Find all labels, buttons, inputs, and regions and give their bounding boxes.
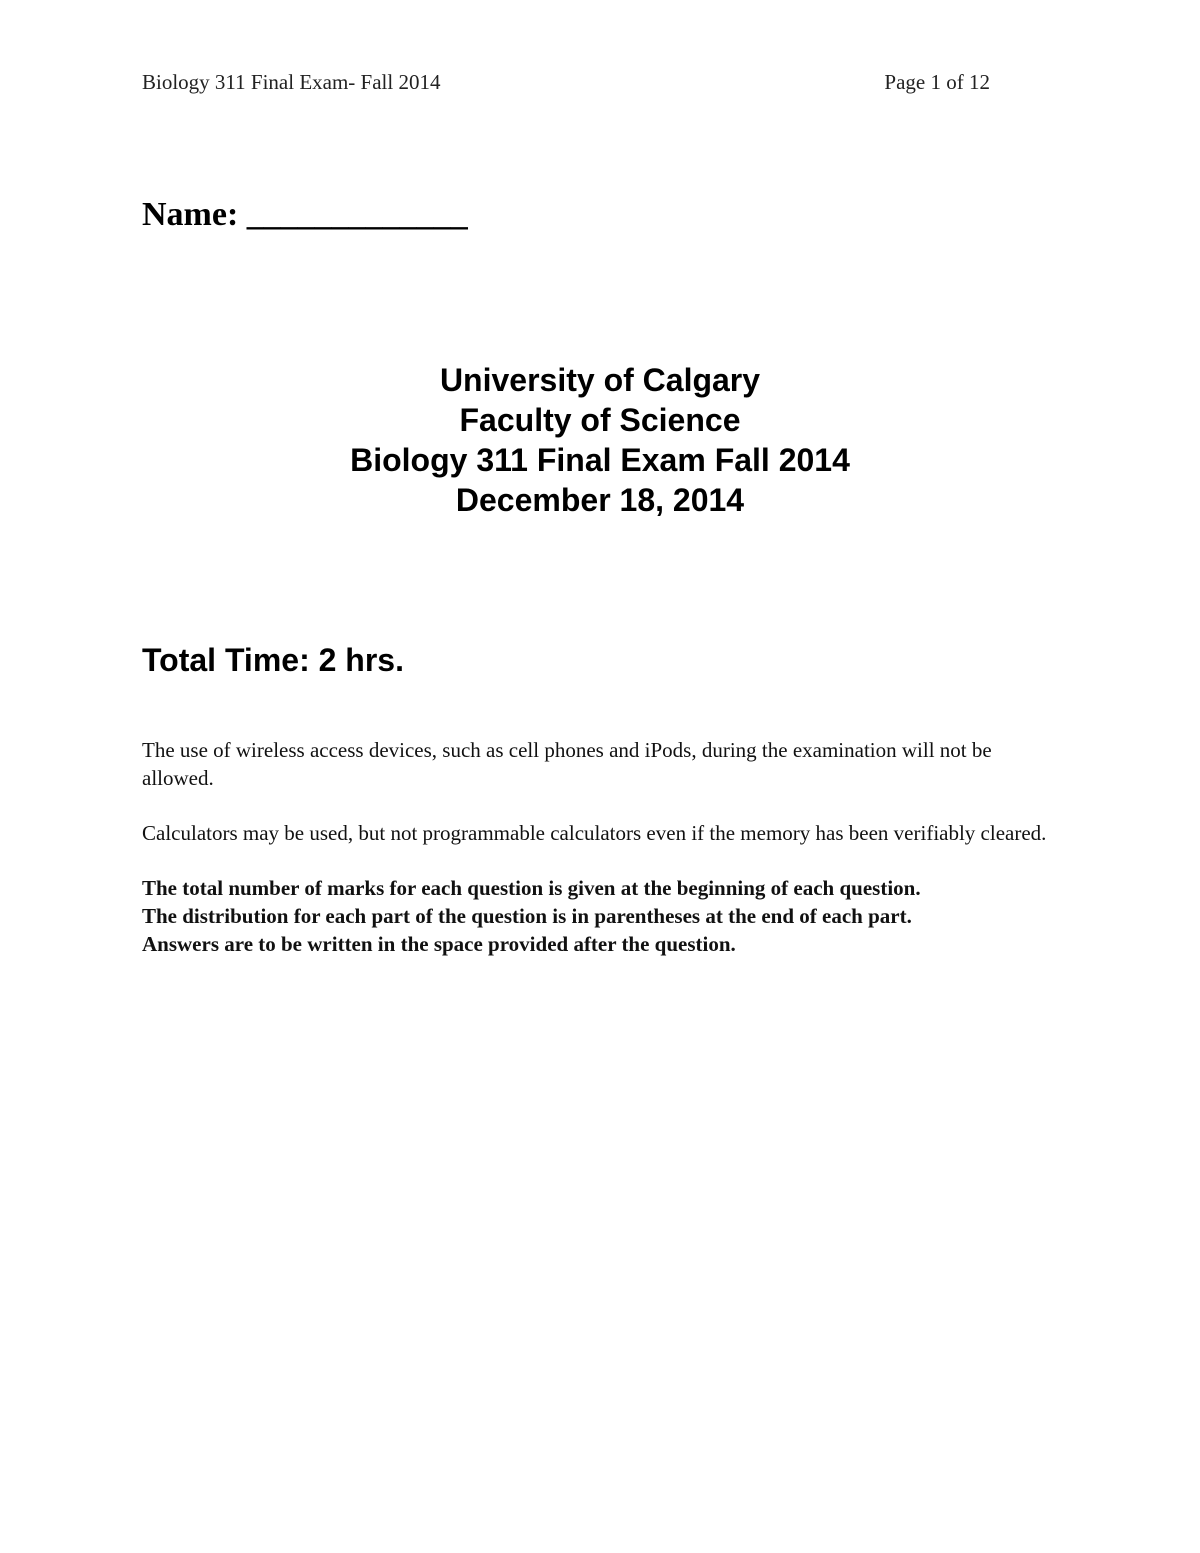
- exam-title: Biology 311 Final Exam Fall 2014: [350, 442, 850, 478]
- wireless-devices-notice: The use of wireless access devices, such as cell phones and iPods, during the examination will not be allowed.: [142, 738, 992, 790]
- running-header: [142, 70, 990, 100]
- marks-line: Answers are to be written in the space provided after the question.: [142, 932, 736, 956]
- exam-title-block: [0, 360, 1200, 520]
- marks-line: The distribution for each part of the question is in parentheses at the end of each part.: [142, 904, 912, 928]
- exam-date: December 18, 2014: [455, 482, 745, 518]
- university-name: University of Calgary: [439, 362, 761, 398]
- header-page-number: Page 1 of 12: [884, 70, 990, 94]
- name-field: Name: _____________: [142, 196, 468, 233]
- instructions: [142, 736, 1062, 958]
- faculty-name: Faculty of Science: [459, 402, 741, 438]
- header-course-title: Biology 311 Final Exam- Fall 2014: [142, 70, 441, 94]
- calculators-notice: Calculators may be used, but not programmable calculators even if the memory has been verifiably cleared.: [142, 821, 1047, 845]
- marks-notice: [142, 874, 1062, 958]
- total-time: Total Time: 2 hrs.: [142, 642, 404, 678]
- marks-line: The total number of marks for each question is given at the beginning of each question.: [142, 876, 921, 900]
